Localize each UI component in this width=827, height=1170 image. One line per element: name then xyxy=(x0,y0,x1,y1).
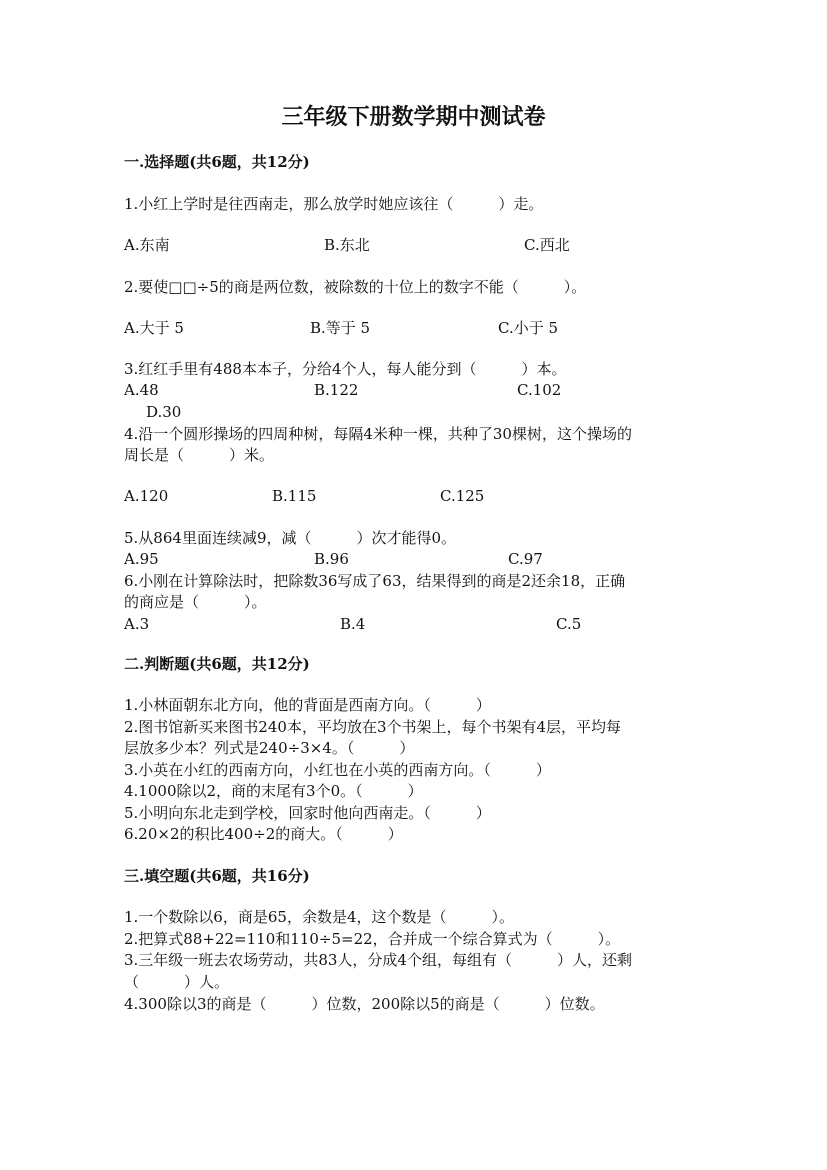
option-b: B.4 xyxy=(340,615,366,633)
option-c: C.125 xyxy=(440,487,485,505)
question-text-cont: 周长是（ ）米。 xyxy=(124,446,275,464)
question-text: 4.300除以3的商是（ ）位数，200除以5的商是（ ）位数。 xyxy=(124,995,605,1013)
question-text: 3.红红手里有488本本子，分给4个人，每人能分到（ ）本。 xyxy=(124,360,567,378)
question-text: 6.小刚在计算除法时，把除数36写成了63，结果得到的商是2还余18，正确 xyxy=(124,572,626,590)
option-b: B.122 xyxy=(314,381,359,399)
question-text-cont: 的商应是（ ）。 xyxy=(124,593,267,611)
section-heading-choice: 一.选择题(共6题，共12分) xyxy=(124,153,310,171)
question-text: 3.小英在小红的西南方向，小红也在小英的西南方向。（ ） xyxy=(124,761,551,779)
option-a: A.48 xyxy=(124,381,159,399)
option-a: A.大于 5 xyxy=(124,319,184,337)
question-text-cont: 层放多少本？列式是240÷3×4。（ ） xyxy=(124,739,415,757)
question-text: 1.一个数除以6，商是65，余数是4，这个数是（ ）。 xyxy=(124,908,514,926)
option-c: C.5 xyxy=(556,615,582,633)
question-text-cont: （ ）人。 xyxy=(124,973,230,991)
option-b: B.115 xyxy=(272,487,317,505)
option-b: B.等于 5 xyxy=(310,319,371,337)
question-text: 4.沿一个圆形操场的四周种树，每隔4米种一棵，共种了30棵树，这个操场的 xyxy=(124,425,632,443)
option-a: A.120 xyxy=(124,487,169,505)
option-d: D.30 xyxy=(146,403,182,421)
question-text: 5.从864里面连续减9，减（ ）次才能得0。 xyxy=(124,529,457,547)
question-text: 2.把算式88+22=110和110÷5=22，合并成一个综合算式为（ ）。 xyxy=(124,930,621,948)
option-a: A.95 xyxy=(124,550,159,568)
option-c: C.小于 5 xyxy=(498,319,559,337)
question-text: 3.三年级一班去农场劳动，共83人，分成4个组，每组有（ ）人，还剩 xyxy=(124,951,632,969)
question-text: 1.小林面朝东北方向，他的背面是西南方向。（ ） xyxy=(124,696,491,714)
section-heading-judge: 二.判断题(共6题，共12分) xyxy=(124,655,310,673)
option-b: B.东北 xyxy=(324,236,370,254)
question-text: 6.20×2的积比400÷2的商大。（ ） xyxy=(124,825,403,843)
question-text: 1.小红上学时是往西南走，那么放学时她应该往（ ）走。 xyxy=(124,195,544,213)
question-text: 4.1000除以2，商的末尾有3个0。（ ） xyxy=(124,782,423,800)
option-a: A.东南 xyxy=(124,236,170,254)
page-title: 三年级下册数学期中测试卷 xyxy=(281,104,546,130)
section-heading-fill: 三.填空题(共6题，共16分) xyxy=(124,867,310,885)
question-text: 2.要使□□÷5的商是两位数，被除数的十位上的数字不能（ ）。 xyxy=(124,278,587,296)
question-text: 2.图书馆新买来图书240本，平均放在3个书架上，每个书架有4层，平均每 xyxy=(124,718,622,736)
question-text: 5.小明向东北走到学校，回家时他向西南走。（ ） xyxy=(124,804,491,822)
option-b: B.96 xyxy=(314,550,349,568)
option-c: C.97 xyxy=(508,550,543,568)
option-c: C.102 xyxy=(517,381,562,399)
option-c: C.西北 xyxy=(524,236,570,254)
option-a: A.3 xyxy=(124,615,150,633)
